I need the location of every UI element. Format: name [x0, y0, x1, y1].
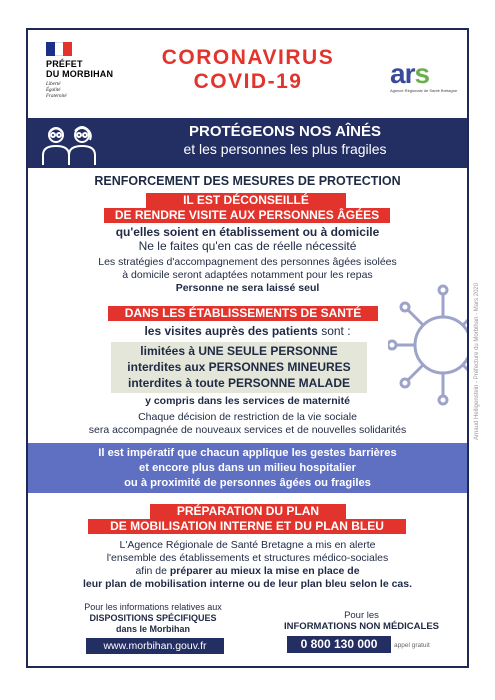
prefet-line1: PRÉFET [46, 59, 83, 69]
gestures-band [28, 443, 467, 493]
gestures-line1: Il est impératif que chacun applique les gestes barrières [98, 447, 397, 459]
visits-line5: Personne ne sera laissé seul [175, 282, 320, 294]
restriction-3: interdites à toute PERSONNE MALADE [127, 376, 351, 390]
restriction-1: limitées à UNE SEULE PERSONNE [140, 344, 338, 358]
visits-tag-line2: DE RENDRE VISITE AUX PERSONNES ÂGÉES [104, 208, 390, 223]
poster [26, 28, 469, 668]
footer-right: Pour les INFORMATIONS NON MÉDICALES [284, 610, 439, 632]
banner-title: PROTÉGEONS NOS AÎNÉS [189, 123, 381, 140]
visits-line1: qu'elles soient en établissement ou à domicile [115, 225, 380, 239]
virus-icon [388, 280, 469, 410]
establishments-tag: DANS LES ÉTABLISSEMENTS DE SANTÉ [108, 306, 378, 321]
free-call-label: appel gratuit [394, 642, 430, 649]
gestures-line2: et encore plus dans un milieu hospitalier [139, 462, 356, 474]
footer-left: Pour les informations relatives aux DISPOSITIONS SPÉCIFIQUES dans le Morbihan [84, 602, 222, 634]
gestures-line3: ou à proximité de personnes âgées ou fragiles [124, 477, 371, 489]
plan-line1: L'Agence Régionale de Santé Bretagne a mis en alerte [119, 539, 376, 551]
ars-logo: ars Agence Régionale de Santé Bretagne [390, 58, 458, 93]
marianne-flag-icon [46, 42, 72, 56]
visits-line2: Ne le faites qu'en cas de réelle nécessité [138, 239, 357, 253]
establishments-intro: les visites auprès des patients sont : [144, 324, 351, 338]
plan-tag-line2: DE MOBILISATION INTERNE ET DU PLAN BLEU [88, 519, 406, 534]
restriction-note: y compris dans les services de maternité [145, 395, 350, 407]
establishments-note1: Chaque décision de restriction de la vie sociale [138, 411, 357, 423]
poster-title: CORONAVIRUS COVID-19 [161, 46, 335, 93]
banner [28, 118, 467, 168]
banner-subtitle: et les personnes les plus fragiles [183, 141, 387, 157]
section-title: RENFORCEMENT DES MESURES DE PROTECTION [94, 174, 401, 188]
credit-line: Arnaud Heiligenstein - Préfecture du Morbihan - Mars 2020 [474, 282, 480, 440]
plan-tag-line1: PRÉPARATION DU PLAN [150, 504, 346, 519]
devise: Liberté Égalité Fraternité [46, 82, 67, 99]
plan-line2: l'ensemble des établissements et structures médico-sociales [106, 552, 389, 564]
phone-number[interactable]: 0 800 130 000 [287, 636, 391, 653]
elderly-couple-icon [36, 123, 102, 165]
prefet-logo [46, 42, 126, 100]
restrictions-box [111, 342, 367, 393]
visits-line4: à domicile seront adaptées notamment pour les repas [122, 269, 373, 281]
establishments-note2: sera accompagnée de nouveaux services et de nouvelles solidarités [88, 424, 407, 436]
plan-line3: afin de préparer au mieux la mise en place de [135, 565, 360, 577]
plan-line4: leur plan de mobilisation interne ou de leur plan bleu selon le cas. [82, 578, 413, 590]
restriction-2: interdites aux PERSONNES MINEURES [127, 360, 351, 374]
visits-line3: Les stratégies d'accompagnement des personnes âgées isolées [98, 256, 397, 268]
visits-tag-line1: IL EST DÉCONSEILLÉ [146, 193, 346, 208]
poster-header [28, 30, 467, 118]
prefet-line2: DU MORBIHAN [46, 69, 114, 79]
website-link[interactable]: www.morbihan.gouv.fr [86, 638, 224, 654]
